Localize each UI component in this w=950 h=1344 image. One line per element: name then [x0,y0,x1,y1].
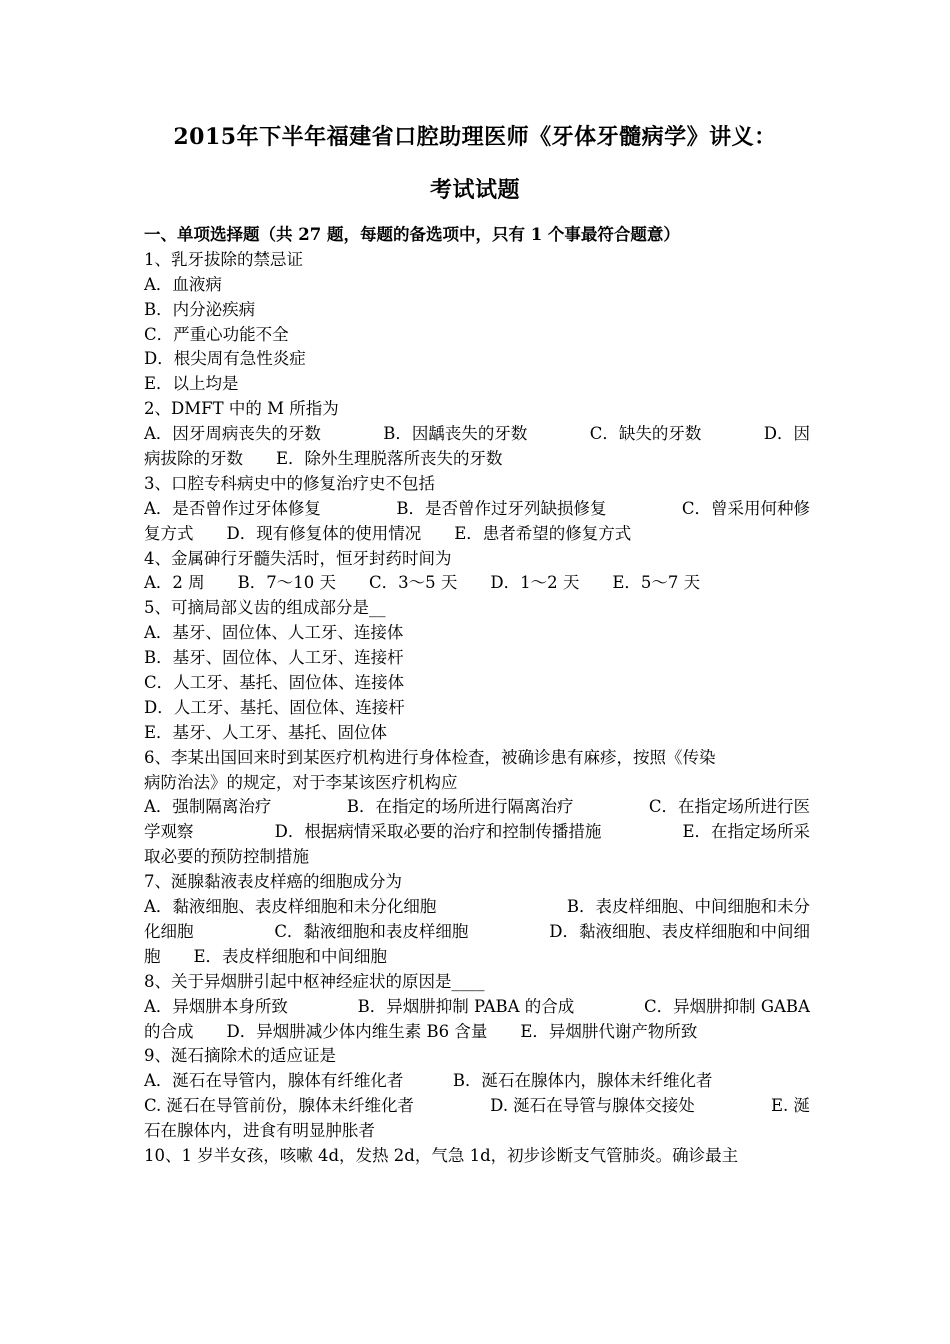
question-3-options-line-2: 复方式 D．现有修复体的使用情况 E．患者希望的修复方式 [144,523,632,543]
question-1-option-c: C．严重心功能不全 [144,324,289,344]
question-5-option-d: D．人工牙、基托、固位体、连接杆 [144,697,405,717]
question-3-option-b: B．是否曾作过牙列缺损修复 [396,498,607,518]
question-3-options-line-1 [144,497,810,522]
question-7-option-c: C．黏液细胞和表皮样细胞 [274,921,469,941]
question-6-options-line-2 [144,820,810,845]
question-2-option-d-start: D．因 [763,424,810,444]
question-5-option-e: E．基牙、人工牙、基托、固位体 [144,722,388,742]
question-7-option-a: A．黏液细胞、表皮样细胞和未分化细胞 [144,897,437,917]
question-9-option-c: C. 涎石在导管前份，腺体未纤维化者 [144,1096,415,1116]
question-2-option-a: A．因牙周病丧失的牙数 [144,424,321,444]
question-3-option-c-start: C．曾采用何种修 [681,498,810,518]
question-7-options-line-2 [144,920,810,945]
document-body [144,218,810,1169]
question-7-option-d-start: D．黏液细胞、表皮样细胞和中间细 [549,921,810,941]
question-6-options-line-1 [144,795,810,820]
question-6-option-b: B．在指定的场所进行隔离治疗 [346,797,574,817]
question-5-stem: 5、可摘局部义齿的组成部分是__ [144,598,386,618]
question-4-options: A．2 周 B．7～10 天 C．3～5 天 D．1～2 天 E．5～7 天 [144,573,701,593]
question-5-option-b: B．基牙、固位体、人工牙、连接杆 [144,648,404,668]
question-6-option-c-end: 学观察 [144,822,194,842]
question-8-option-b: B．异烟肼抑制 PABA 的合成 [357,996,575,1016]
question-3-stem: 3、口腔专科病史中的修复治疗史不包括 [144,473,435,493]
question-7-stem: 7、涎腺黏液表皮样癌的细胞成分为 [144,872,402,892]
question-6-option-e-start: E．在指定场所采 [682,822,810,842]
question-8-stem: 8、关于异烟肼引起中枢神经症状的原因是____ [144,971,485,991]
question-10-stem: 10、1 岁半女孩，咳嗽 4d，发热 2d，气急 1d，初步诊断支气管肺炎。确诊最主 [144,1145,739,1165]
question-9-option-e-start: E. 涎 [770,1096,810,1116]
document-title-line-1: 2015年下半年福建省口腔助理医师《牙体牙髓病学》讲义： [173,124,777,150]
section-header: 一、单项选择题（共 27 题，每题的备选项中，只有 1 个事最符合题意） [144,225,680,244]
question-9-stem: 9、涎石摘除术的适应证是 [144,1046,336,1066]
document-title-line-2: 考试试题 [429,177,520,203]
question-8-option-a: A．异烟肼本身所致 [144,996,288,1016]
question-6-stem-line-1: 6、李某出国回来时到某医疗机构进行身体检查，被确诊患有麻疹，按照《传染 [144,747,716,767]
question-7-option-b-start: B．表皮样细胞、中间细胞和未分 [566,897,810,917]
question-7-option-b-end: 化细胞 [144,921,194,941]
question-2-option-b: B．因龋丧失的牙数 [383,424,528,444]
question-1-option-a: A．血液病 [144,274,222,294]
question-6-options-line-3: 取必要的预防控制措施 [144,847,309,867]
question-8-options-line-2: 的合成 D．异烟肼减少体内维生素 B6 含量 E．异烟肼代谢产物所致 [144,1021,698,1041]
question-2-option-c: C．缺失的牙数 [589,424,702,444]
question-2-options-line-2: 病拔除的牙数 E．除外生理脱落所丧失的牙数 [144,449,503,469]
question-2-options-line-1 [144,422,810,447]
question-8-options-line-1 [144,995,810,1020]
question-8-option-c-start: C．异烟肼抑制 GABA [643,996,810,1016]
question-6-stem-line-2: 病防治法》的规定，对于李某该医疗机构应 [144,772,458,792]
question-6-option-a: A．强制隔离治疗 [144,797,272,817]
question-2-stem: 2、DMFT 中的 M 所指为 [144,399,339,419]
question-6-option-d: D．根据病情采取必要的治疗和控制传播措施 [274,822,602,842]
question-9-option-d: D. 涎石在导管与腺体交接处 [490,1096,695,1116]
question-1-option-d: D．根尖周有急性炎症 [144,349,306,369]
question-6-option-c-start: C．在指定场所进行医 [648,797,810,817]
question-5-option-a: A．基牙、固位体、人工牙、连接体 [144,623,404,643]
question-1-option-b: B．内分泌疾病 [144,299,256,319]
question-3-option-a: A．是否曾作过牙体修复 [144,498,321,518]
question-7-options-line-3: 胞 E．表皮样细胞和中间细胞 [144,946,388,966]
question-9-options-line-2 [144,1094,810,1119]
question-1-stem: 1、乳牙拔除的禁忌证 [144,249,303,269]
question-9-options-line-1: A．涎石在导管内，腺体有纤维化者 B．涎石在腺体内，腺体未纤维化者 [144,1071,713,1091]
question-7-options-line-1 [144,895,810,920]
question-4-stem: 4、金属砷行牙髓失活时，恒牙封药时间为 [144,548,452,568]
question-1-option-e: E．以上均是 [144,374,239,394]
question-5-option-c: C．人工牙、基托、固位体、连接体 [144,673,405,693]
question-9-options-line-3: 石在腺体内，进食有明显肿胀者 [144,1121,375,1141]
